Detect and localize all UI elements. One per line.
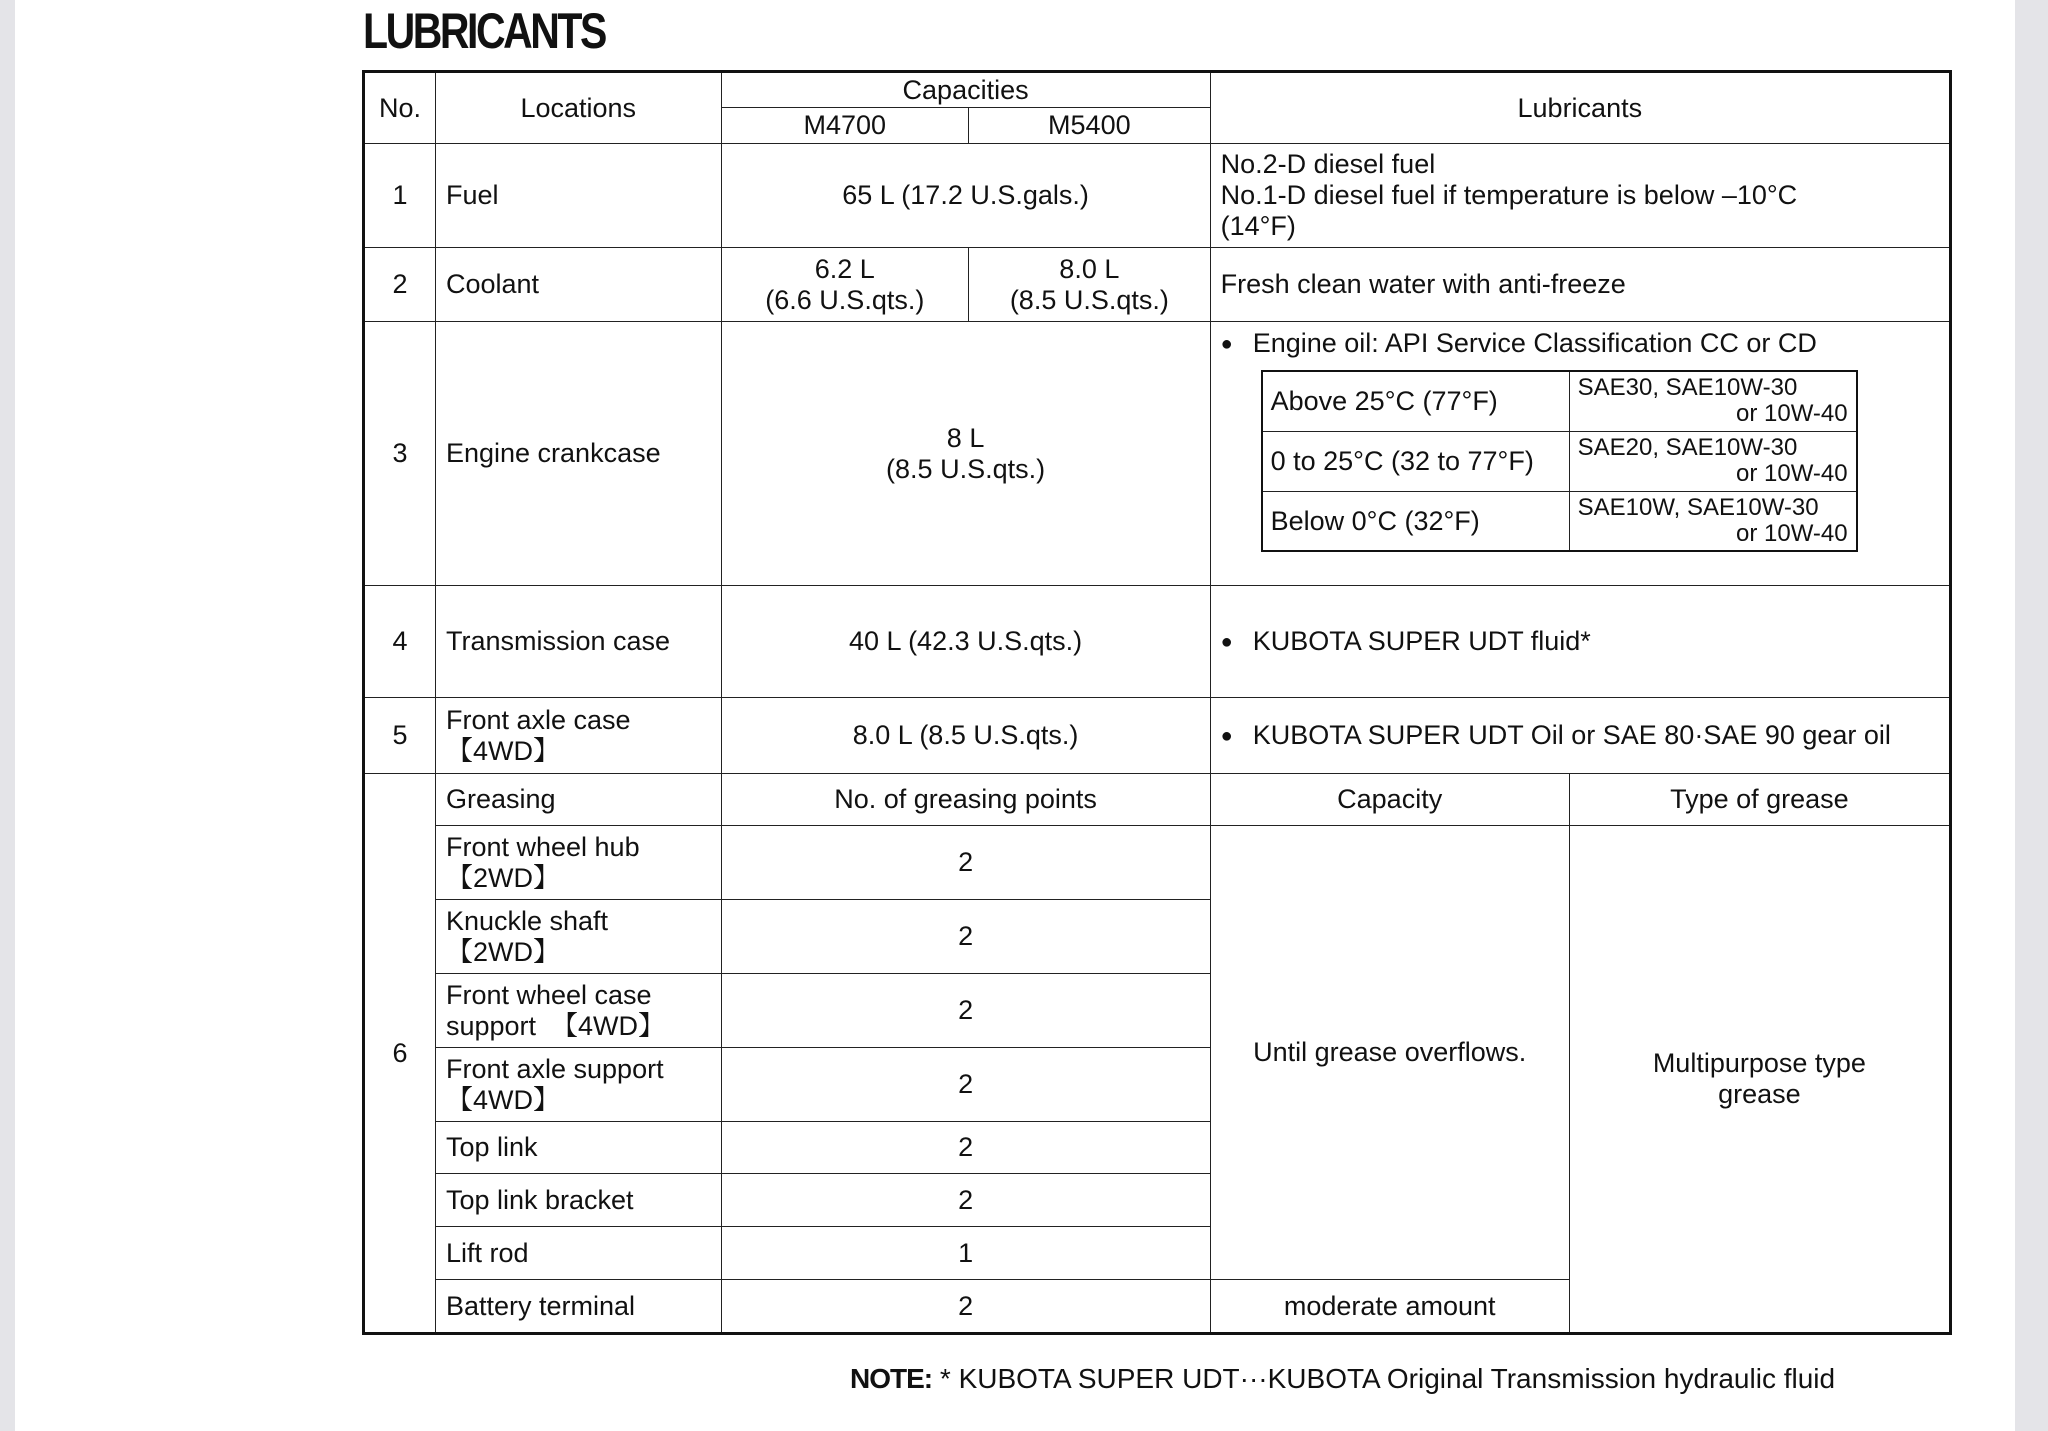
oil-grade-line: SAE20, SAE10W-30 bbox=[1577, 434, 1798, 461]
table-row bbox=[364, 144, 1951, 248]
lubricant-bullet-item: ● Engine oil: API Service Classification CC or CD bbox=[1221, 328, 1939, 360]
oil-row bbox=[1262, 431, 1857, 491]
greasing-item bbox=[435, 1048, 721, 1122]
header-grease-capacity: Capacity bbox=[1210, 774, 1569, 826]
header-greasing-points: No. of greasing points bbox=[721, 774, 1210, 826]
capacity-line: (8.5 U.S.qts.) bbox=[1009, 284, 1169, 315]
row-no: 4 bbox=[364, 586, 436, 698]
table-row bbox=[364, 586, 1951, 698]
page-title: LUBRICANTS bbox=[363, 3, 605, 59]
capacity-line: 6.2 L bbox=[814, 253, 875, 284]
oil-row bbox=[1262, 491, 1857, 551]
footnote-text: * KUBOTA SUPER UDT···KUBOTA Original Transmission hydraulic fluid bbox=[932, 1363, 1836, 1394]
row-no: 1 bbox=[364, 144, 436, 248]
header-greasing: Greasing bbox=[435, 774, 721, 826]
lubricant-line: (14°F) bbox=[1220, 211, 1296, 241]
greasing-item-line: Front axle support bbox=[445, 1053, 664, 1084]
greasing-item-line: support 【4WD】 bbox=[445, 1010, 666, 1041]
capacity-line: 8.0 L bbox=[1059, 253, 1120, 284]
row-location: Engine crankcase bbox=[435, 322, 721, 586]
oil-grade-line: or 10W-40 bbox=[1736, 519, 1848, 547]
row-capacity-m4700 bbox=[721, 248, 969, 322]
greasing-points: 1 bbox=[721, 1227, 1210, 1280]
location-line: 【4WD】 bbox=[445, 735, 560, 766]
row-no: 3 bbox=[364, 322, 436, 586]
greasing-item-line: Front wheel hub bbox=[445, 831, 640, 862]
greasing-item: Lift rod bbox=[435, 1227, 721, 1280]
lubricant-bullet-item: ● KUBOTA SUPER UDT fluid* bbox=[1221, 626, 1591, 656]
oil-row bbox=[1262, 371, 1857, 431]
row-location bbox=[435, 698, 721, 774]
greasing-points: 2 bbox=[721, 826, 1210, 900]
greasing-item bbox=[435, 974, 721, 1048]
row-lubricant bbox=[1210, 586, 1950, 698]
row-no: 5 bbox=[364, 698, 436, 774]
header-model-m5400: M5400 bbox=[969, 108, 1211, 144]
grease-type-line: Multipurpose type bbox=[1652, 1048, 1866, 1078]
row-lubricant bbox=[1210, 698, 1950, 774]
oil-grade-line: or 10W-40 bbox=[1736, 460, 1848, 487]
greasing-item: Top link bbox=[435, 1122, 721, 1174]
greasing-points: 2 bbox=[721, 900, 1210, 974]
oil-temp: Above 25°C (77°F) bbox=[1262, 371, 1570, 431]
row-location: Transmission case bbox=[435, 586, 721, 698]
greasing-item-line: 【4WD】 bbox=[445, 1084, 560, 1115]
row-lubricant bbox=[1210, 144, 1950, 248]
header-capacities: Capacities bbox=[721, 72, 1210, 108]
row-capacity: 8.0 L (8.5 U.S.qts.) bbox=[721, 698, 1210, 774]
row-location: Fuel bbox=[435, 144, 721, 248]
engine-oil-table bbox=[1261, 370, 1858, 552]
capacity-line: (8.5 U.S.qts.) bbox=[886, 453, 1046, 484]
row-location: Coolant bbox=[435, 248, 721, 322]
row-lubricant: Fresh clean water with anti-freeze bbox=[1210, 248, 1950, 322]
grease-capacity: Until grease overflows. bbox=[1210, 826, 1569, 1280]
grease-capacity-battery: moderate amount bbox=[1210, 1280, 1569, 1334]
greasing-points: 2 bbox=[721, 1048, 1210, 1122]
lubricant-bullet-item: ● KUBOTA SUPER UDT Oil or SAE 80·SAE 90 gear oil bbox=[1221, 720, 1891, 750]
header-lubricants: Lubricants bbox=[1210, 72, 1950, 144]
table-row bbox=[364, 248, 1951, 322]
table-row bbox=[364, 698, 1951, 774]
greasing-points: 2 bbox=[721, 974, 1210, 1048]
oil-grade bbox=[1569, 491, 1857, 551]
header-model-m4700: M4700 bbox=[721, 108, 969, 144]
greasing-row bbox=[364, 826, 1951, 900]
header-row bbox=[364, 72, 1951, 108]
greasing-points: 2 bbox=[721, 1174, 1210, 1227]
row-capacity: 40 L (42.3 U.S.qts.) bbox=[721, 586, 1210, 698]
table-row bbox=[364, 322, 1951, 586]
location-line: Front axle case bbox=[445, 704, 631, 735]
oil-grade bbox=[1569, 431, 1857, 491]
greasing-item-line: 【2WD】 bbox=[445, 936, 560, 967]
oil-grade-line: or 10W-40 bbox=[1736, 400, 1848, 428]
header-grease-type: Type of grease bbox=[1569, 774, 1950, 826]
oil-grade-line: SAE30, SAE10W-30 bbox=[1577, 374, 1798, 402]
greasing-item-line: Front wheel case bbox=[445, 979, 652, 1010]
greasing-item: Battery terminal bbox=[435, 1280, 721, 1334]
oil-temp: Below 0°C (32°F) bbox=[1262, 491, 1570, 551]
oil-grade-line: SAE10W, SAE10W-30 bbox=[1577, 493, 1819, 521]
grease-type bbox=[1569, 826, 1950, 1334]
greasing-points: 2 bbox=[721, 1122, 1210, 1174]
capacity-line: 8 L bbox=[946, 422, 985, 453]
row-lubricant bbox=[1210, 322, 1950, 586]
row-capacity-m5400 bbox=[969, 248, 1211, 322]
row-no: 2 bbox=[364, 248, 436, 322]
footnote-label: NOTE: bbox=[850, 1363, 933, 1394]
row-capacity: 65 L (17.2 U.S.gals.) bbox=[721, 144, 1210, 248]
greasing-item bbox=[435, 900, 721, 974]
greasing-item-line: Knuckle shaft bbox=[445, 905, 609, 936]
greasing-item bbox=[435, 826, 721, 900]
capacity-line: (6.6 U.S.qts.) bbox=[765, 284, 925, 315]
header-no: No. bbox=[364, 72, 436, 144]
oil-grade bbox=[1569, 371, 1857, 431]
footnote bbox=[850, 1363, 1835, 1395]
document-page bbox=[15, 0, 2015, 1431]
lubricants-table bbox=[362, 70, 1952, 1335]
oil-temp: 0 to 25°C (32 to 77°F) bbox=[1262, 431, 1570, 491]
header-locations: Locations bbox=[435, 72, 721, 144]
row-no: 6 bbox=[364, 774, 436, 1334]
greasing-points: 2 bbox=[721, 1280, 1210, 1334]
greasing-header-row bbox=[364, 774, 1951, 826]
lubricant-line: No.1-D diesel fuel if temperature is below –10°C bbox=[1220, 180, 1798, 210]
grease-type-line: grease bbox=[1718, 1079, 1801, 1109]
greasing-item: Top link bracket bbox=[435, 1174, 721, 1227]
lubricant-line: No.2-D diesel fuel bbox=[1220, 149, 1436, 179]
greasing-item-line: 【2WD】 bbox=[445, 862, 560, 893]
row-capacity bbox=[721, 322, 1210, 586]
